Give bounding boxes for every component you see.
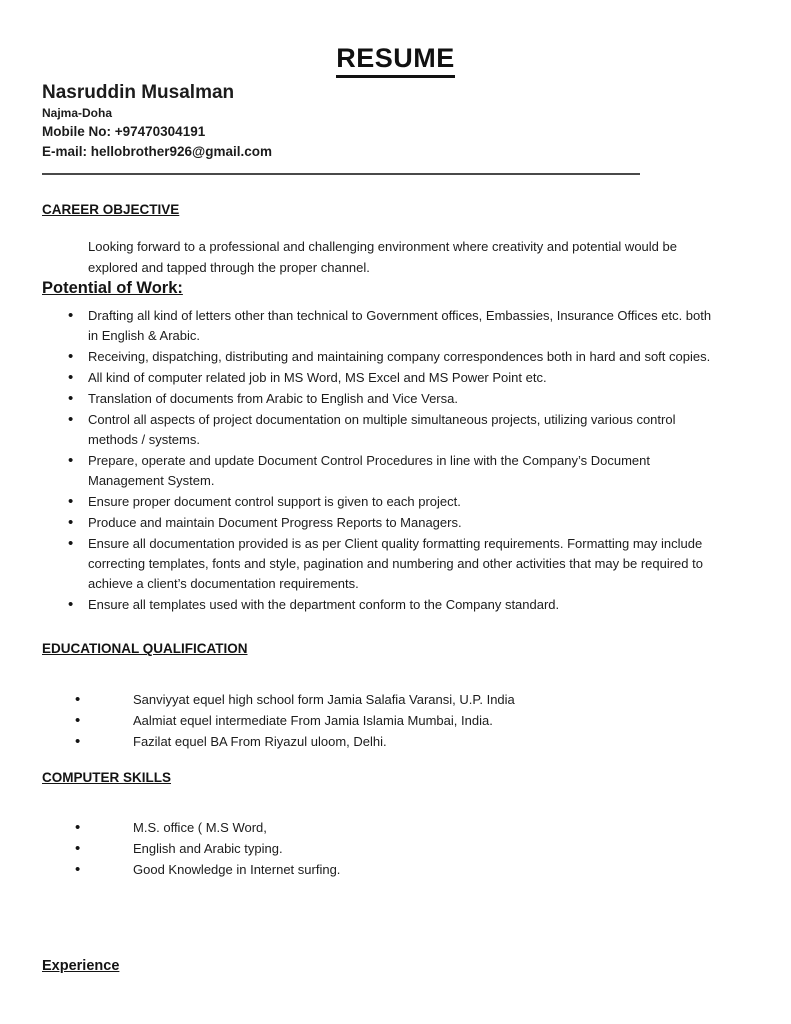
list-item: • M.S. office ( M.S Word,	[75, 818, 721, 838]
list-item: • Ensure proper document control support is given to each project.	[68, 492, 721, 512]
list-item: • Control all aspects of project documentation on multiple simultaneous projects, utilizing various control methods / systems.	[68, 410, 721, 450]
title-wrap	[0, 0, 791, 78]
list-item: • Good Knowledge in Internet surfing.	[75, 860, 721, 880]
person-address: Najma-Doha	[42, 105, 113, 120]
potential-of-work-heading: Potential of Work:	[42, 278, 183, 297]
person-name: Nasruddin Musalman	[42, 81, 235, 103]
list-item: • Ensure all templates used with the department conform to the Company standard.	[68, 595, 721, 615]
list-item: • English and Arabic typing.	[75, 839, 721, 859]
potential-of-work-list	[68, 306, 721, 615]
list-item: • Prepare, operate and update Document Control Procedures in line with the Company’s Document Management System.	[68, 451, 721, 491]
contact-header	[42, 82, 749, 160]
list-item: • All kind of computer related job in MS Word, MS Excel and MS Power Point etc.	[68, 368, 721, 388]
email-address: E-mail: hellobrother926@gmail.com	[42, 143, 272, 159]
list-item: • Sanviyyat equel high school form Jamia Salafia Varansi, U.P. India	[75, 690, 721, 710]
career-objective-text: Looking forward to a professional and challenging environment where creativity and potential would be explored and tapped through the proper channel.	[88, 238, 677, 275]
document-title: RESUME	[336, 44, 455, 78]
education-heading: EDUCATIONAL QUALIFICATION	[42, 641, 248, 657]
education-list	[75, 690, 721, 752]
experience-heading: Experience	[42, 957, 120, 974]
list-item: • Aalmiat equel intermediate From Jamia Islamia Mumbai, India.	[75, 711, 721, 731]
mobile-number: Mobile No: +97470304191	[42, 124, 206, 140]
list-item: • Fazilat equel BA From Riyazul uloom, Delhi.	[75, 732, 721, 752]
list-item: • Ensure all documentation provided is as per Client quality formatting requirements. Formatting may include correcting templates, fonts and style, pagination and numbering and other activities that may be required to achieve a client’s documentation requirements.	[68, 534, 721, 594]
list-item: • Translation of documents from Arabic to English and Vice Versa.	[68, 389, 721, 409]
header-divider	[42, 173, 640, 175]
computer-skills-list	[75, 818, 721, 880]
career-objective-heading: CAREER OBJECTIVE	[42, 202, 180, 218]
list-item: • Receiving, dispatching, distributing and maintaining company correspondences both in hard and soft copies.	[68, 347, 721, 367]
list-item: • Produce and maintain Document Progress Reports to Managers.	[68, 513, 721, 533]
computer-skills-heading: COMPUTER SKILLS	[42, 769, 172, 785]
list-item: • Drafting all kind of letters other than technical to Government offices, Embassies, Insurance Offices etc. both in English & Arabic.	[68, 306, 721, 346]
